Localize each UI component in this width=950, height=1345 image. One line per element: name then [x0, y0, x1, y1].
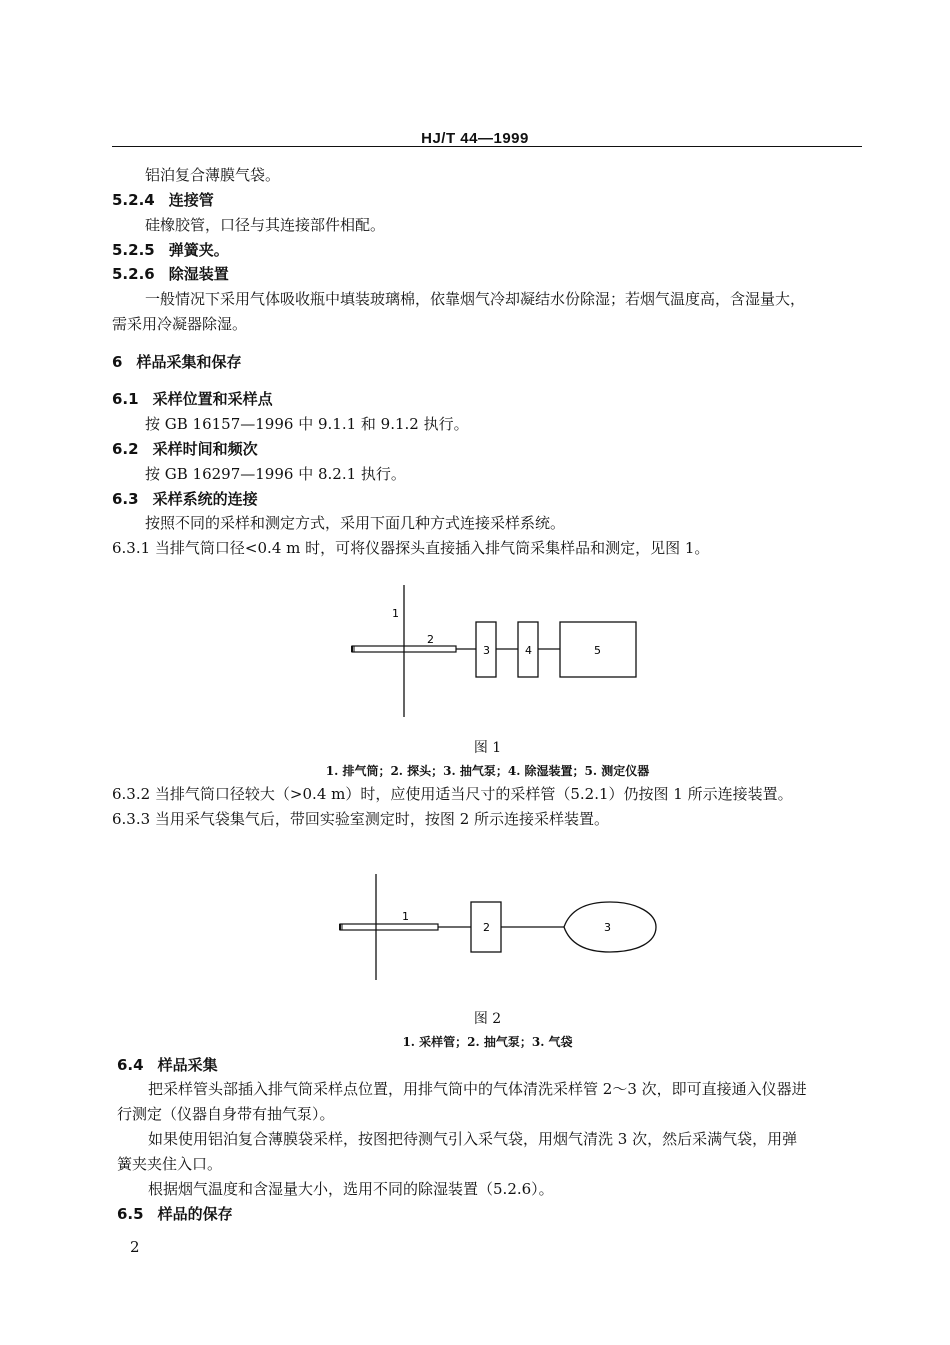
- section-5-2-6-heading: [112, 264, 229, 284]
- section-6-2-heading: [112, 439, 258, 459]
- section-title: 样品的保存: [157, 1205, 233, 1223]
- fig2-label: 1: [402, 910, 409, 923]
- text-line: 按照不同的采样和测定方式，采用下面几种方式连接采样系统。: [145, 514, 566, 532]
- section-title: 样品采集和保存: [136, 353, 242, 371]
- section-title: 弹簧夹。: [168, 241, 229, 259]
- section-title: 采样位置和采样点: [152, 390, 273, 408]
- section-5-2-5-heading: [112, 240, 229, 260]
- section-number: 6.4: [117, 1056, 144, 1074]
- section-6-1-heading: [112, 389, 273, 409]
- text-line: 铝泊复合薄膜气袋。: [145, 166, 281, 184]
- text-line: 一般情况下采用气体吸收瓶中填装玻璃棉，依靠烟气冷却凝结水份除湿；若烟气温度高，含湿量大，: [145, 290, 806, 308]
- section-title: 除湿装置: [168, 265, 229, 283]
- figure-2-diagram: [330, 872, 670, 987]
- sampling-tube: [340, 924, 438, 930]
- text-line: 6.3.1 当排气筒口径<0.4 m 时，可将仪器探头直接插入排气筒采集样品和测定，见图 1。: [112, 539, 710, 557]
- figure-2-caption: 图 2: [473, 1011, 502, 1027]
- section-6-heading: [112, 352, 241, 372]
- fig1-label: 3: [483, 644, 490, 657]
- figure-1-diagram: [340, 585, 650, 725]
- text-line: 6.3.3 当用采气袋集气后，带回实验室测定时，按图 2 所示连接采样装置。: [112, 810, 610, 828]
- figure-1-svg: [340, 585, 650, 725]
- text-line: 按 GB 16297—1996 中 8.2.1 执行。: [145, 465, 406, 483]
- text-line: 如果使用铝泊复合薄膜袋采样，按图把待测气引入采气袋，用烟气清洗 3 次，然后采满气袋，用弹: [148, 1130, 798, 1148]
- section-title: 样品采集: [157, 1056, 218, 1074]
- figure-1-caption: 图 1: [473, 740, 502, 756]
- section-number: 6: [112, 353, 123, 371]
- section-number: 6.3: [112, 490, 139, 508]
- section-number: 5.2.6: [112, 265, 155, 283]
- fig1-label: 5: [594, 644, 601, 657]
- text-line: 簧夹夹住入口。: [117, 1155, 223, 1173]
- section-number: 5.2.4: [112, 191, 155, 209]
- section-number: 6.5: [117, 1205, 144, 1223]
- header-rule: [112, 146, 862, 147]
- section-5-2-4-heading: [112, 190, 214, 210]
- text-line: 6.3.2 当排气筒口径较大（>0.4 m）时，应使用适当尺寸的采样管（5.2.1）仍按图 1 所示连接装置。: [112, 785, 793, 803]
- section-number: 6.2: [112, 440, 139, 458]
- section-title: 采样时间和频次: [152, 440, 258, 458]
- figure-1-legend: 1. 排气筒；2. 探头；3. 抽气泵；4. 除湿装置；5. 测定仪器: [325, 764, 650, 778]
- text-line: 硅橡胶管，口径与其连接部件相配。: [145, 216, 386, 234]
- text-line: 根据烟气温度和含湿量大小，选用不同的除湿装置（5.2.6）。: [148, 1180, 554, 1198]
- text-line: 把采样管头部插入排气筒采样点位置，用排气筒中的气体清洗采样管 2～3 次，即可直接通入仪器进: [148, 1080, 807, 1098]
- fig1-label: 2: [427, 633, 434, 646]
- section-number: 6.1: [112, 390, 139, 408]
- section-title: 采样系统的连接: [152, 490, 258, 508]
- text-line: 按 GB 16157—1996 中 9.1.1 和 9.1.2 执行。: [145, 415, 469, 433]
- section-6-4-heading: [117, 1055, 218, 1075]
- section-title: 连接管: [168, 191, 214, 209]
- page-header-standard: HJ/T 44—1999: [421, 130, 529, 147]
- fig2-label: 2: [483, 921, 490, 934]
- text-line: 行测定（仪器自身带有抽气泵）。: [117, 1105, 335, 1123]
- page-number: 2: [130, 1238, 140, 1256]
- fig1-label: 4: [525, 644, 532, 657]
- fig1-label: 1: [392, 607, 399, 620]
- fig2-label: 3: [604, 921, 611, 934]
- section-number: 5.2.5: [112, 241, 155, 259]
- figure-2-svg: [330, 872, 670, 987]
- figure-2-legend: 1. 采样管；2. 抽气泵；3. 气袋: [402, 1035, 573, 1049]
- section-6-5-heading: [117, 1204, 233, 1224]
- section-6-3-heading: [112, 489, 258, 509]
- text-line: 需采用冷凝器除湿。: [112, 315, 248, 333]
